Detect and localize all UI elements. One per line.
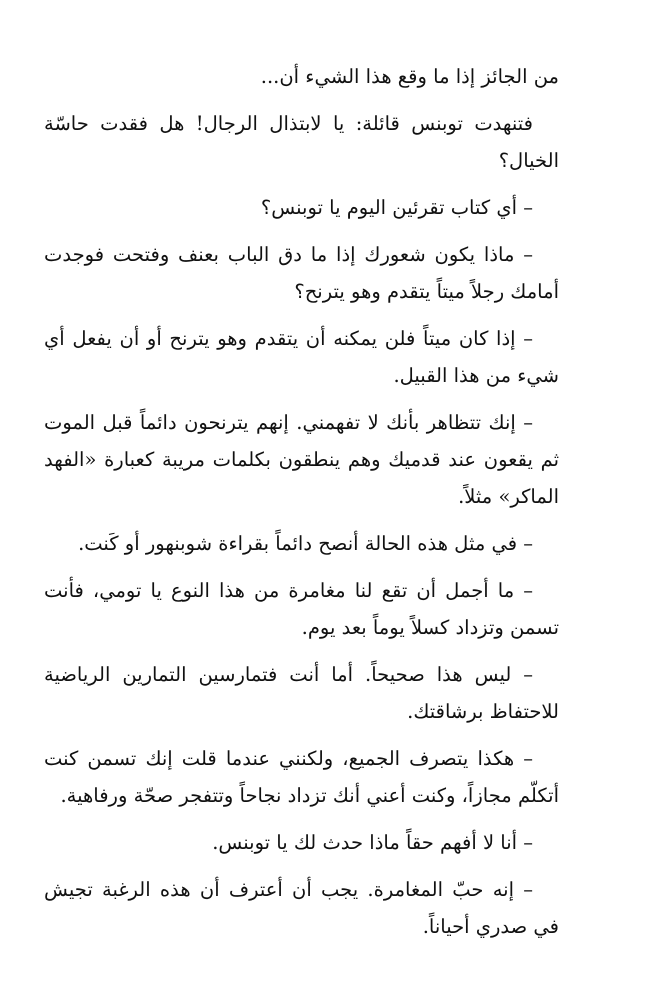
paragraph-2: فتنهدت توبنس قائلة: يا لابتذال الرجال! هل فقدت حاسّة الخيال؟ bbox=[44, 112, 559, 172]
book-page bbox=[44, 58, 559, 955]
paragraph-6: – إنك تتظاهر بأنك لا تفهمني. إنهم يترنحون دائماً قبل الموت ثم يقعون عند قدميك وهم ينطقون بكلمات مريبة كعبارة «الفهد الماكر» مثلاً. bbox=[44, 411, 559, 508]
paragraph-12: – إنه حبّ المغامرة. يجب أن أعترف أن هذه الرغبة تجيش في صدري أحياناً. bbox=[44, 878, 559, 938]
paragraph-7: – في مثل هذه الحالة أنصح دائماً بقراءة شوبنهور أو كَنت. bbox=[78, 532, 533, 555]
paragraph-3: – أي كتاب تقرئين اليوم يا توبنس؟ bbox=[260, 196, 533, 219]
paragraph-8: – ما أجمل أن تقع لنا مغامرة من هذا النوع يا تومي، فأنت تسمن وتزداد كسلاً يوماً بعد يوم. bbox=[44, 579, 559, 639]
paragraph-9: – ليس هذا صحيحاً. أما أنت فتمارسين التمارين الرياضية للاحتفاظ برشاقتك. bbox=[44, 663, 559, 723]
paragraph-4: – ماذا يكون شعورك إذا ما دق الباب بعنف وفتحت فوجدت أمامك رجلاً ميتاً يتقدم وهو يترنح؟ bbox=[44, 243, 559, 303]
paragraph-11: – أنا لا أفهم حقاً ماذا حدث لك يا توبنس. bbox=[212, 831, 533, 854]
paragraph-10: – هكذا يتصرف الجميع، ولكنني عندما قلت إنك تسمن كنت أتكلّم مجازاً، وكنت أعني أنك تزداد نجاحاً وتتفجر صحّة ورفاهية. bbox=[44, 747, 559, 807]
paragraph-5: – إذا كان ميتاً فلن يمكنه أن يتقدم وهو يترنح أو أن يفعل أي شيء من هذا القبيل. bbox=[44, 327, 559, 387]
paragraph-1: من الجائز إذا ما وقع هذا الشيء أن... bbox=[260, 65, 559, 88]
